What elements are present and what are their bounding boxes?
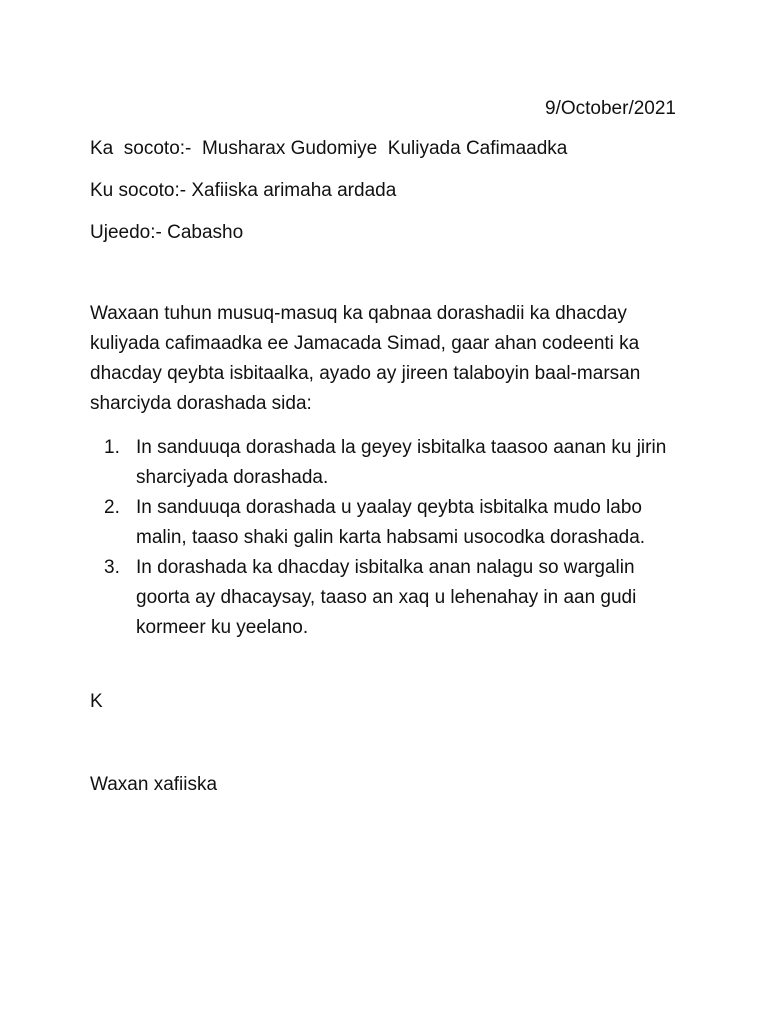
complaint-list: [90, 433, 690, 643]
list-item-text: In dorashada ka dhacday isbitalka anan nalagu so wargalin goorta ay dhacaysay, taaso an xaq u lehenahay in aan gudi kormeer ku yeelano.: [136, 557, 637, 638]
subject-line: Ujeedo:- Cabasho: [90, 222, 244, 243]
signoff-line: Waxan xafiiska: [90, 774, 218, 795]
list-item: [90, 553, 690, 643]
letter-date: 9/October/2021: [545, 98, 676, 119]
letter-body: Waxaan tuhun musuq-masuq ka qabnaa dorashadii ka dhacday kuliyada cafimaadka ee Jamacada Simad, gaar ahan codeenti ka dhacday qeybta isbitaalka, ayado ay jireen talaboyin baal-marsan sharciyda dorashada sida:: [90, 303, 641, 414]
closing-fragment: K: [90, 691, 103, 712]
list-item-number: 2.: [104, 497, 120, 518]
list-item-text: In sanduuqa dorashada u yaalay qeybta isbitalka mudo labo malin, taaso shaki galin karta habsami usocodka dorashada.: [136, 497, 646, 548]
to-line: Ku socoto:- Xafiiska arimaha ardada: [90, 180, 397, 201]
list-item-text: In sanduuqa dorashada la geyey isbitalka taasoo aanan ku jirin sharciyada dorashada.: [136, 437, 667, 488]
list-item: [90, 493, 690, 553]
list-item: [90, 433, 690, 493]
list-item-number: 3.: [104, 557, 120, 578]
list-item-number: 1.: [104, 437, 120, 458]
from-line: Ka socoto:- Musharax Gudomiye Kuliyada Cafimaadka: [90, 138, 568, 159]
